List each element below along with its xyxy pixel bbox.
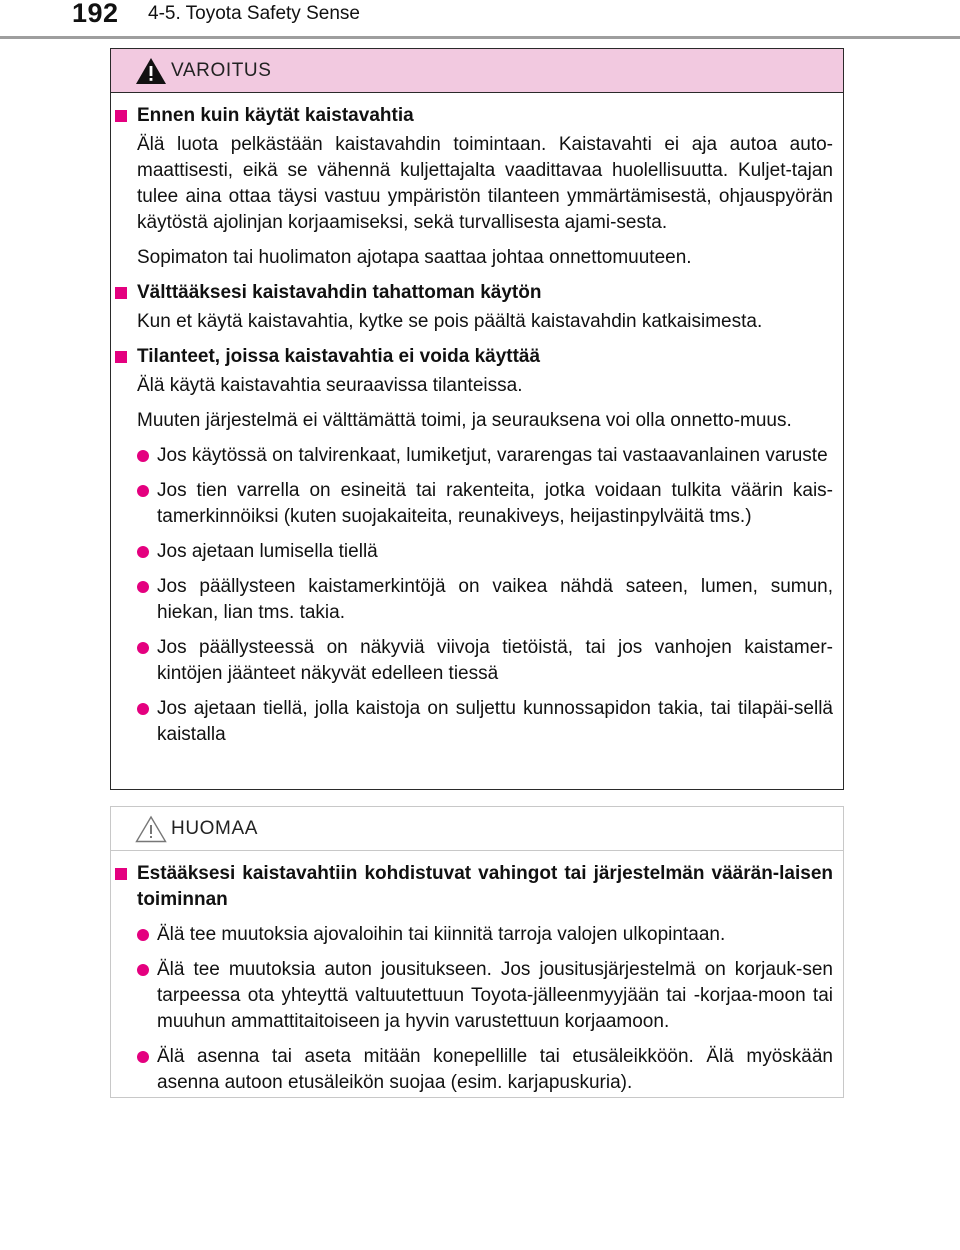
warning-title: VAROITUS	[171, 60, 272, 81]
list-item: Jos ajetaan tiellä, jolla kaistoja on suljettu kunnossapidon takia, tai tilapäi-sellä kaistalla	[111, 696, 843, 748]
circle-bullet-icon	[137, 964, 149, 976]
section-title: 4-5. Toyota Safety Sense	[148, 3, 360, 24]
notice-content	[111, 851, 843, 1096]
notice-title: HUOMAA	[171, 818, 258, 839]
circle-bullet-icon	[137, 581, 149, 593]
list-item: Älä tee muutoksia ajovaloihin tai kiinnitä tarroja valojen ulkopintaan.	[111, 922, 843, 948]
square-bullet-icon	[115, 868, 127, 880]
circle-bullet-icon	[137, 450, 149, 462]
page-number: 192	[72, 0, 119, 28]
list-item: Jos käytössä on talvirenkaat, lumiketjut, vararengas tai vastaavanlainen varuste	[111, 443, 843, 469]
paragraph: Älä käytä kaistavahtia seuraavissa tilanteissa.	[137, 375, 523, 396]
circle-bullet-icon	[137, 642, 149, 654]
paragraph: Sopimaton tai huolimaton ajotapa saattaa johtaa onnettomuuteen.	[137, 247, 692, 268]
warning-content	[111, 93, 843, 748]
list-item: Jos päällysteen kaistamerkintöjä on vaikea nähdä sateen, lumen, sumun, hiekan, lian tms. takia.	[111, 574, 843, 626]
warning-triangle-icon	[135, 57, 167, 85]
circle-bullet-icon	[137, 703, 149, 715]
list-item: Älä tee muutoksia auton jousitukseen. Jos jousitusjärjestelmä on korjauk-sen tarpeessa ota yhteyttä valtuutettuun Toyota-jälleenmyyjään tai -korjaa-moon tai muuhun ammattitaitoiseen ja hyvin varustettuun korjaamoon.	[111, 957, 843, 1035]
warning-header	[111, 49, 843, 93]
circle-bullet-icon	[137, 546, 149, 558]
list-item: Älä asenna tai aseta mitään konepellille tai etusäleikköön. Älä myöskään asenna autoon etusäleikön suojaa (esim. karjapuskuria).	[111, 1044, 843, 1096]
list-item: Jos päällysteessä on näkyviä viivoja tietöistä, tai jos vanhojen kaistamer-kintöjen jäänteet näkyvät edelleen tiessä	[111, 635, 843, 687]
list-item: Jos tien varrella on esineitä tai rakenteita, jotka voidaan tulkita väärin kais-tamerkinnöiksi (kuten suojakaiteita, reunakiveys, heijastinpylväitä tms.)	[111, 478, 843, 530]
square-bullet-icon	[115, 351, 127, 363]
square-bullet-icon	[115, 110, 127, 122]
caution-triangle-icon	[135, 815, 167, 843]
notice-header	[111, 807, 843, 851]
list-item: Jos ajetaan lumisella tiellä	[111, 539, 843, 565]
square-bullet-icon	[115, 287, 127, 299]
circle-bullet-icon	[137, 929, 149, 941]
paragraph: Muuten järjestelmä ei välttämättä toimi, ja seurauksena voi olla onnetto-muus.	[137, 410, 792, 431]
circle-bullet-icon	[137, 485, 149, 497]
paragraph: Kun et käytä kaistavahtia, kytke se pois päältä kaistavahdin katkaisimesta.	[137, 311, 763, 332]
notice-box	[110, 806, 844, 1098]
warning-box	[110, 48, 844, 790]
header-rule	[0, 36, 960, 39]
section-heading: Tilanteet, joissa kaistavahtia ei voida käyttää	[111, 344, 843, 370]
section-heading: Ennen kuin käytät kaistavahtia	[111, 103, 843, 129]
paragraph: Älä luota pelkästään kaistavahdin toimintaan. Kaistavahti ei aja autoa auto-maattisesti, eikä se vähennä kuljettajalta vaadittavaa huolellisuutta. Kuljet-tajan tulee aina ottaa täysi vastuu ympäristön tilanteen ymmärtämisestä, ohjauspyörän käytöstä ajolinjan korjaamiseksi, sekä turvallisesta ajami-sesta.	[137, 134, 833, 233]
section-heading: Välttääksesi kaistavahdin tahattoman käytön	[111, 280, 843, 306]
page-header	[0, 0, 960, 40]
section-heading: Estääksesi kaistavahtiin kohdistuvat vahingot tai järjestelmän väärän-laisen toiminnan	[111, 861, 843, 913]
circle-bullet-icon	[137, 1051, 149, 1063]
